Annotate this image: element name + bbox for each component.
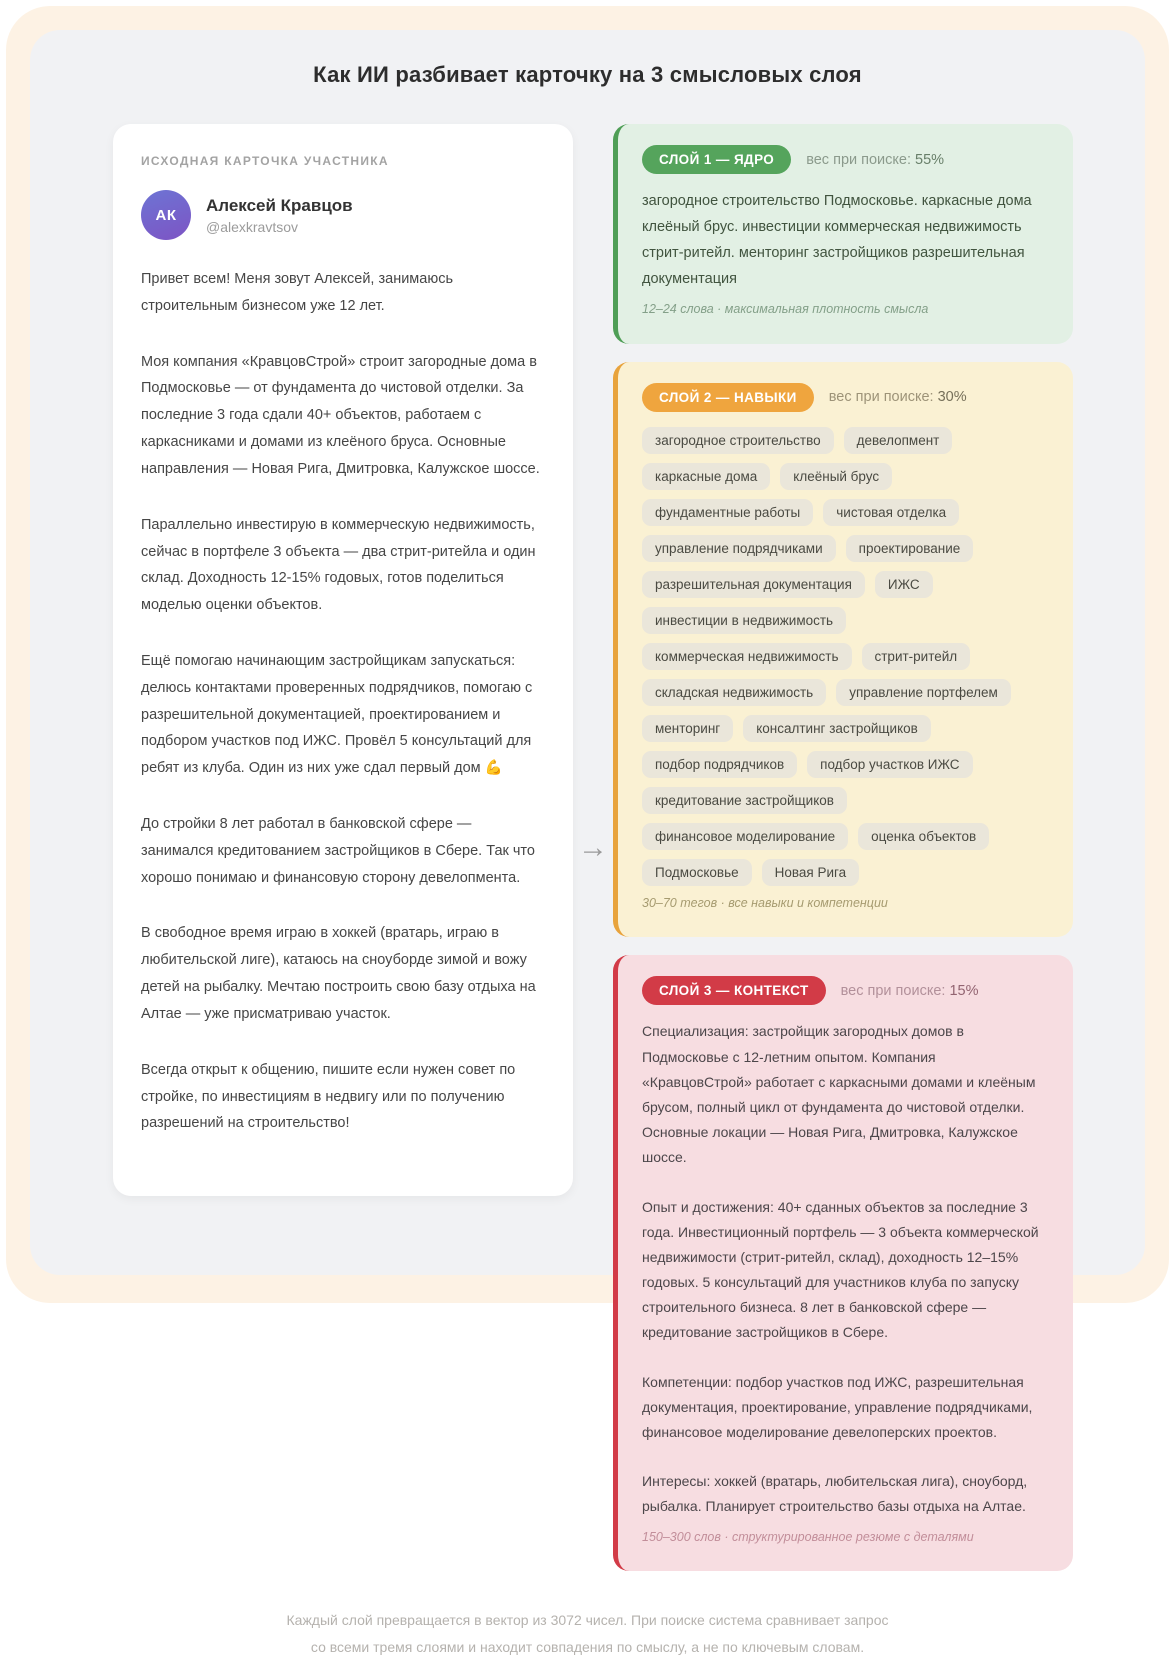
skill-tag: финансовое моделирование <box>642 823 848 850</box>
layer-1-badge: СЛОЙ 1 — ЯДРО <box>642 145 791 174</box>
skill-tag: складская недвижимость <box>642 679 826 706</box>
context-paragraph: Интересы: хоккей (вратарь, любительская лига), сноуборд, рыбалка. Планирует строительство базы отдыха на Алтае. <box>642 1473 1028 1515</box>
skill-tag: инвестиции в недвижимость <box>642 607 846 634</box>
layer-3-weight-label: вес при поиске: <box>840 982 946 999</box>
layer-2-header <box>642 383 1049 412</box>
layer-3-context-panel <box>613 955 1073 1571</box>
skill-tag: управление подрядчиками <box>642 535 836 562</box>
layer-3-weight <box>841 983 979 999</box>
bio-paragraph: Ещё помогаю начинающим застройщикам запускаться: делюсь контактами проверенных подрядчиков, помогаю с разрешительной документацией, проектированием и подбором участков под ИЖС. Провёл 5 консультаций для ребят из клуба. Один из них уже сдал первый дом 💪 <box>141 652 533 777</box>
layer-1-weight-value: 55% <box>915 151 945 168</box>
layer-3-footnote: 150–300 слов · структурированное резюме с деталями <box>642 1529 974 1544</box>
skill-tag: клеёный брус <box>780 463 892 490</box>
skill-tags <box>642 427 1049 886</box>
skill-tag: Новая Рига <box>762 859 860 886</box>
profile-identity <box>206 195 353 235</box>
skill-tag: каркасные дома <box>642 463 770 490</box>
skill-tag: оценка объектов <box>858 823 989 850</box>
bio-paragraph: Моя компания «КравцовСтрой» строит загородные дома в Подмосковье — от фундамента до чистовой отделки. За последние 3 года сдали 40+ объектов, работаем с каркасниками и домами из клеёного бруса. Основные направления — Новая Рига, Дмитровка, Калужское шоссе. <box>141 353 540 477</box>
layer-1-weight-label: вес при поиске: <box>806 151 911 168</box>
skill-tag: загородное строительство <box>642 427 834 454</box>
skill-tag: консалтинг застройщиков <box>743 715 931 742</box>
layer-1-footnote: 12–24 слова · максимальная плотность смысла <box>642 302 929 317</box>
skill-tag: проектирование <box>846 535 974 562</box>
page-title: Как ИИ разбивает карточку на 3 смысловых слоя <box>313 62 862 87</box>
layer-2-footnote: 30–70 тегов · все навыки и компетенции <box>642 895 888 910</box>
avatar: АК <box>141 190 191 240</box>
skill-tag: разрешительная документация <box>642 571 865 598</box>
layer-2-badge: СЛОЙ 2 — НАВЫКИ <box>642 383 814 412</box>
layer-1-weight <box>806 152 944 168</box>
skill-tag: Подмосковье <box>642 859 752 886</box>
bio-paragraph: Привет всем! Меня зовут Алексей, занимаюсь строительным бизнесом уже 12 лет. <box>141 271 454 314</box>
layer-1-core-panel <box>613 124 1073 344</box>
skill-tag: подбор участков ИЖС <box>807 751 972 778</box>
layer-2-weight-label: вес при поиске: <box>828 389 934 406</box>
bio-paragraph: Параллельно инвестирую в коммерческую недвижимость, сейчас в портфеле 3 объекта — два стрит-ритейла и один склад. Доходность 12-15% годовых, готов поделиться моделью оценки объектов. <box>141 516 536 614</box>
main-panel <box>30 30 1145 1656</box>
profile-name: Алексей Кравцов <box>206 195 353 215</box>
skill-tag: чистовая отделка <box>823 499 959 526</box>
layer-2-weight-value: 30% <box>937 389 967 406</box>
profile-bio <box>141 266 545 1137</box>
source-card-label: ИСХОДНАЯ КАРТОЧКА УЧАСТНИКА <box>141 154 389 168</box>
bio-paragraph: До стройки 8 лет работал в банковской сфере — занимался кредитованием застройщиков в Сбере. Так что хорошо понимаю и финансовую сторону девелопмента. <box>141 816 535 886</box>
bio-paragraph: В свободное время играю в хоккей (вратарь, играю в любительской лиге), катаюсь на сноуборде зимой и вожу детей на рыбалку. Мечтаю построить свою базу отдыха на Алтае — уже присматриваю участок. <box>141 925 536 1022</box>
page-footer <box>30 1607 1145 1662</box>
bio-paragraph: Всегда открыт к общению, пишите если нужен совет по стройке, по инвестициям в недвигу или по получению разрешений на строительство! <box>141 1061 516 1132</box>
skill-tag: кредитование застройщиков <box>642 787 847 814</box>
layer-2-weight <box>829 389 967 405</box>
content-row <box>113 124 1073 1571</box>
layer-3-header <box>642 976 1049 1005</box>
skill-tag: управление портфелем <box>836 679 1011 706</box>
skill-tag: стрит-ритейл <box>862 643 971 670</box>
skill-tag: ИЖС <box>875 571 933 598</box>
skill-tag: коммерческая недвижимость <box>642 643 852 670</box>
footer-line-2: со всеми тремя слоями и находит совпадения по смыслу, а не по ключевым словам. <box>310 1639 865 1656</box>
profile-handle: @alexkravtsov <box>206 219 299 236</box>
skill-tag: подбор подрядчиков <box>642 751 797 778</box>
layer-3-badge: СЛОЙ 3 — КОНТЕКСТ <box>642 976 826 1005</box>
footer-line-1: Каждый слой превращается в вектор из 3072 чисел. При поиске система сравнивает запрос <box>286 1612 889 1629</box>
skill-tag: менторинг <box>642 715 733 742</box>
layer-1-body: загородное строительство Подмосковье. каркасные дома клеёный брус. инвестиции коммерческая недвижимость стрит-ритейл. менторинг застройщиков разрешительная документация <box>642 193 1032 288</box>
arrow-gap <box>573 830 613 864</box>
layer-2-skills-panel <box>613 362 1073 938</box>
right-arrow-icon: → <box>578 830 608 864</box>
layers-column <box>613 124 1073 1571</box>
skill-tag: девелопмент <box>844 427 953 454</box>
layer-3-weight-value: 15% <box>949 982 979 999</box>
source-member-card <box>113 124 573 1196</box>
layer-1-header <box>642 145 1049 174</box>
context-paragraph: Компетенции: подбор участков под ИЖС, разрешительная документация, проектирование, управление подрядчиками, финансовое моделирование девелоперских проектов. <box>642 1373 1033 1440</box>
context-summary <box>642 1019 1049 1519</box>
context-paragraph: Опыт и достижения: 40+ сданных объектов за последние 3 года. Инвестиционный портфель — 3 объекта коммерческой недвижимости (стрит-ритейл, склад), доходность 12–15% годовых. 5 консультаций для участников клуба по запуску строительного бизнеса. 8 лет в банковской сфере — кредитование застройщиков в Сбере. <box>642 1198 1039 1341</box>
context-paragraph: Специализация: застройщик загородных домов в Подмосковье с 12-летним опытом. Компания «КравцовСтрой» работает с каркасными домами и клеёным брусом, полный цикл от фундамента до чистовой отделки. Основные локации — Новая Рига, Дмитровка, Калужское шоссе. <box>642 1023 1036 1166</box>
skill-tag: фундаментные работы <box>642 499 813 526</box>
profile-header <box>141 190 545 240</box>
